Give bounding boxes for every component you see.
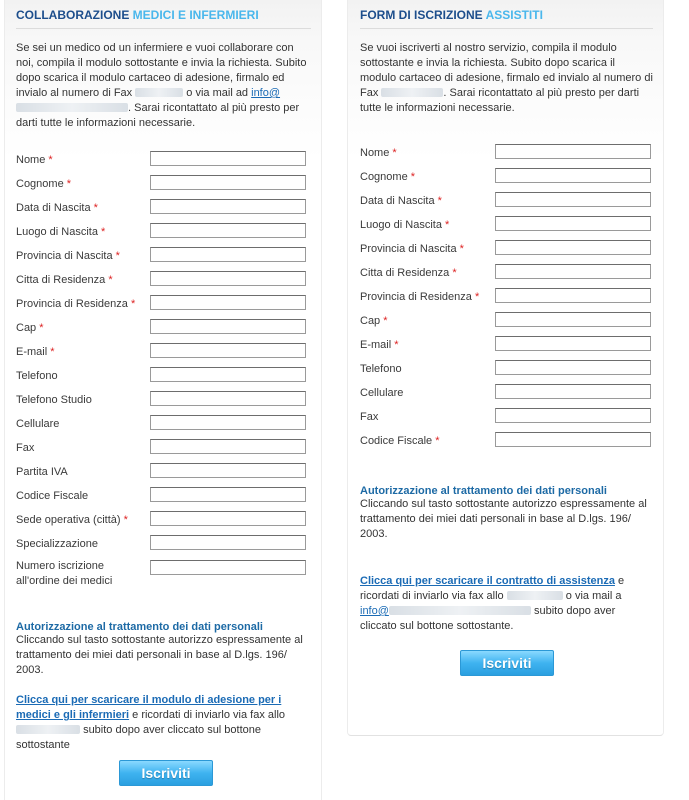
- field-label: [16, 178, 71, 190]
- field-label-text: E-mail: [16, 346, 48, 358]
- field-label: [16, 559, 112, 589]
- telefono-input[interactable]: [495, 360, 651, 375]
- redacted-fax: [507, 591, 563, 600]
- form-row-provincia-di-residenza: [360, 287, 653, 311]
- download-note: [16, 693, 311, 753]
- doctors-form: [16, 150, 311, 558]
- field-label-text: Provincia di Nascita: [16, 250, 113, 262]
- form-row-telefono: [16, 366, 311, 390]
- required-marker: *: [93, 202, 98, 214]
- form-row-data-di-nascita: [16, 198, 311, 222]
- form-row-citta-di-residenza: [16, 270, 311, 294]
- required-marker: *: [445, 219, 450, 231]
- required-marker: *: [123, 514, 128, 526]
- field-label: [360, 387, 403, 399]
- cap-input[interactable]: [150, 319, 306, 334]
- partita-iva-input[interactable]: [150, 463, 306, 478]
- field-label: [16, 538, 98, 550]
- field-label-text: Fax: [360, 411, 379, 423]
- field-label-text: Fax: [16, 442, 35, 454]
- form-row-numero-iscrizione: [16, 558, 311, 598]
- required-marker: *: [48, 154, 53, 166]
- field-label-text: Provincia di Nascita: [360, 243, 457, 255]
- required-marker: *: [130, 298, 136, 310]
- form-row-fax: [360, 407, 653, 431]
- field-label-text: Cap: [16, 322, 37, 334]
- required-marker: *: [383, 315, 388, 327]
- form-row-e-mail: [16, 342, 311, 366]
- panel-title: [16, 8, 311, 22]
- privacy-text: Cliccando sul tasto sottostante autorizzo espressamente al trattamento dei miei dati personali in base al D.lgs. 196/ 2003.: [16, 634, 303, 676]
- field-label: [360, 195, 442, 207]
- required-marker: *: [66, 178, 72, 190]
- codice-fiscale-input[interactable]: [495, 432, 651, 447]
- field-label-text: Cognome: [360, 171, 408, 183]
- field-label: [16, 490, 88, 502]
- field-label: [360, 315, 388, 327]
- field-label-text: Data di Nascita: [16, 202, 91, 214]
- field-label-text: Telefono: [360, 363, 402, 375]
- intro-text: [360, 41, 653, 116]
- email-link[interactable]: [360, 605, 531, 617]
- form-row-cellulare: [16, 414, 311, 438]
- field-label: [16, 322, 44, 334]
- via-mail: o via mail a: [565, 590, 622, 602]
- download-end: subito dopo aver cliccato sul bottone sottostante.: [360, 605, 616, 632]
- citta-di-residenza-input[interactable]: [495, 264, 651, 279]
- redacted-email: [389, 606, 531, 615]
- cap-input[interactable]: [495, 312, 651, 327]
- doctors-nurses-panel: [4, 0, 322, 800]
- privacy-text: Cliccando sul tasto sottostante autorizzo espressamente al trattamento dei miei dati personali in base al D.lgs. 196/ 2003.: [360, 498, 647, 540]
- patients-form: [360, 143, 653, 455]
- cellulare-input[interactable]: [495, 384, 651, 399]
- field-label-text: Cognome: [16, 178, 64, 190]
- citta-di-residenza-input[interactable]: [150, 271, 306, 286]
- field-label: [16, 394, 92, 406]
- required-marker: *: [392, 147, 397, 159]
- form-row-luogo-di-nascita: [16, 222, 311, 246]
- field-label-text: Specializzazione: [16, 538, 98, 550]
- field-label: [360, 171, 415, 183]
- field-label-text: Cellulare: [360, 387, 404, 399]
- form-row-luogo-di-nascita: [360, 215, 653, 239]
- patients-panel: [347, 0, 664, 736]
- privacy-title: Autorizzazione al trattamento dei dati personali: [360, 485, 607, 497]
- nome-input[interactable]: [495, 144, 651, 159]
- form-row-provincia-di-nascita: [16, 246, 311, 270]
- title-divider: [16, 28, 311, 29]
- title-accent: ASSISTITI: [485, 8, 543, 22]
- intro-after-email: . Sarai ricontattato al più presto per darti tutte le informazioni necessarie.: [16, 102, 300, 129]
- privacy-section: [16, 621, 311, 678]
- form-row-codice-fiscale: [360, 431, 653, 455]
- email-prefix: info@: [360, 605, 389, 617]
- field-label: [360, 147, 397, 159]
- redacted-fax: [381, 88, 443, 97]
- field-label: [360, 267, 457, 279]
- required-marker: *: [39, 322, 44, 334]
- form-row-nome: [360, 143, 653, 167]
- field-label-text: Partita IVA: [16, 466, 68, 478]
- intro-body: Se vuoi iscriverti al nostro servizio, compila il modulo sottostante e invia la richiesta. Subito dopo scarica il modulo cartaceo di adesione, firmalo ed invialo al numero di Fax: [360, 42, 653, 99]
- title-main: FORM DI ISCRIZIONE: [360, 8, 483, 22]
- form-row-telefono: [360, 359, 653, 383]
- field-label: [16, 298, 135, 310]
- codice-fiscale-input[interactable]: [150, 487, 306, 502]
- field-label-text: Sede operativa (città): [16, 514, 121, 526]
- telefono-studio-input[interactable]: [150, 391, 306, 406]
- privacy-section: [360, 485, 653, 542]
- email-prefix: info@: [251, 87, 281, 99]
- label-line1: Numero iscrizione: [16, 560, 105, 572]
- redacted-email: [16, 103, 128, 112]
- field-label-text: Codice Fiscale: [16, 490, 89, 502]
- field-label: [360, 363, 402, 375]
- numero-iscrizione-input[interactable]: [150, 560, 306, 575]
- e-mail-input[interactable]: [150, 343, 306, 358]
- redacted-fax: [135, 88, 183, 97]
- redacted-fax: [16, 725, 80, 734]
- form-row-e-mail: [360, 335, 653, 359]
- form-row-provincia-di-residenza: [16, 294, 311, 318]
- required-marker: *: [108, 274, 113, 286]
- intro-via-mail: o via mail ad: [186, 87, 249, 99]
- field-label-text: Nome: [16, 154, 46, 166]
- label-line2: all'ordine dei medici: [16, 575, 113, 587]
- form-row-specializzazione: [16, 534, 311, 558]
- form-row-cap: [16, 318, 311, 342]
- download-after: e ricordati di inviarlo via fax allo: [360, 575, 625, 602]
- submit-button[interactable]: Iscriviti: [460, 650, 554, 676]
- intro-after: . Sarai ricontattato al più presto per darti tutte le informazioni necessarie.: [360, 87, 640, 114]
- form-row-data-di-nascita: [360, 191, 653, 215]
- form-row-citta-di-residenza: [360, 263, 653, 287]
- provincia-di-nascita-input[interactable]: [495, 240, 651, 255]
- cognome-input[interactable]: [495, 168, 651, 183]
- download-end: subito dopo aver cliccato sul bottone sottostante: [16, 724, 262, 751]
- field-label: [16, 466, 68, 478]
- required-marker: *: [452, 267, 457, 279]
- provincia-di-residenza-input[interactable]: [150, 295, 306, 310]
- field-label-text: Data di Nascita: [360, 195, 435, 207]
- data-di-nascita-input[interactable]: [495, 192, 651, 207]
- form-row-cap: [360, 311, 653, 335]
- form-row-cognome: [16, 174, 311, 198]
- field-label: [16, 226, 105, 238]
- field-label-text: Telefono: [16, 370, 58, 382]
- field-label: [16, 442, 34, 454]
- required-marker: *: [459, 243, 464, 255]
- form-row-sede-operativa-citt: [16, 510, 311, 534]
- cellulare-input[interactable]: [150, 415, 306, 430]
- title-main: COLLABORAZIONE: [16, 8, 130, 22]
- fax-input[interactable]: [150, 439, 306, 454]
- field-label: [16, 514, 128, 526]
- submit-button[interactable]: Iscriviti: [119, 760, 213, 786]
- field-label: [16, 418, 59, 430]
- form-row-telefono-studio: [16, 390, 311, 414]
- field-label-text: Telefono Studio: [16, 394, 92, 406]
- field-label-text: E-mail: [360, 339, 392, 351]
- nome-input[interactable]: [150, 151, 306, 166]
- field-label: [360, 435, 439, 447]
- form-row-nome: [16, 150, 311, 174]
- required-marker: *: [437, 195, 442, 207]
- download-contract-link[interactable]: Clicca qui per scaricare il contratto di assistenza: [360, 575, 615, 587]
- download-note: [360, 574, 653, 634]
- field-label-text: Nome: [360, 147, 390, 159]
- title-accent: MEDICI E INFERMIERI: [132, 8, 259, 22]
- field-label-text: Codice Fiscale: [360, 435, 433, 447]
- fax-input[interactable]: [495, 408, 651, 423]
- field-label-text: Citta di Residenza: [16, 274, 106, 286]
- sede-operativa-citt-input[interactable]: [150, 511, 306, 526]
- field-label: [360, 219, 449, 231]
- field-label: [16, 250, 120, 262]
- specializzazione-input[interactable]: [150, 535, 306, 550]
- required-marker: *: [410, 171, 416, 183]
- download-module-link[interactable]: Clicca qui per scaricare il modulo di adesione per i medici e gli infermieri: [16, 694, 282, 721]
- required-marker: *: [115, 250, 120, 262]
- field-label: [16, 154, 53, 166]
- telefono-input[interactable]: [150, 367, 306, 382]
- field-label: [360, 339, 399, 351]
- field-label-text: Cap: [360, 315, 381, 327]
- title-divider: [360, 28, 653, 29]
- field-label: [16, 202, 98, 214]
- data-di-nascita-input[interactable]: [150, 199, 306, 214]
- field-label-text: Citta di Residenza: [360, 267, 450, 279]
- download-after: e ricordati di inviarlo via fax allo: [132, 709, 286, 721]
- field-label-text: Cellulare: [16, 418, 60, 430]
- cognome-input[interactable]: [150, 175, 306, 190]
- required-marker: *: [394, 339, 399, 351]
- privacy-title: Autorizzazione al trattamento dei dati personali: [16, 621, 263, 633]
- required-marker: *: [50, 346, 55, 358]
- luogo-di-nascita-input[interactable]: [495, 216, 651, 231]
- form-row-cognome: [360, 167, 653, 191]
- luogo-di-nascita-input[interactable]: [150, 223, 306, 238]
- field-label: [360, 243, 464, 255]
- required-marker: *: [101, 226, 106, 238]
- field-label-text: Luogo di Nascita: [16, 226, 98, 238]
- field-label-text: Luogo di Nascita: [360, 219, 442, 231]
- provincia-di-residenza-input[interactable]: [495, 288, 651, 303]
- panel-title: [360, 8, 653, 22]
- field-label: [360, 411, 378, 423]
- field-label: [16, 274, 113, 286]
- form-row-cellulare: [360, 383, 653, 407]
- form-row-fax: [16, 438, 311, 462]
- intro-body: Se sei un medico od un infermiere e vuoi collaborare con noi, compila il modulo sottostante e invia la richiesta. Subito dopo scarica il modulo cartaceo di adesione, firmalo ed invialo al numero di Fax: [16, 42, 307, 99]
- intro-text: [16, 41, 311, 131]
- provincia-di-nascita-input[interactable]: [150, 247, 306, 262]
- field-label: [16, 346, 55, 358]
- field-label-text: Provincia di Residenza: [16, 298, 128, 310]
- e-mail-input[interactable]: [495, 336, 651, 351]
- required-marker: *: [435, 435, 440, 447]
- required-marker: *: [474, 291, 480, 303]
- field-label-text: Provincia di Residenza: [360, 291, 472, 303]
- form-row-partita-iva: [16, 462, 311, 486]
- form-row-codice-fiscale: [16, 486, 311, 510]
- form-row-provincia-di-nascita: [360, 239, 653, 263]
- field-label: [360, 291, 479, 303]
- field-label: [16, 370, 58, 382]
